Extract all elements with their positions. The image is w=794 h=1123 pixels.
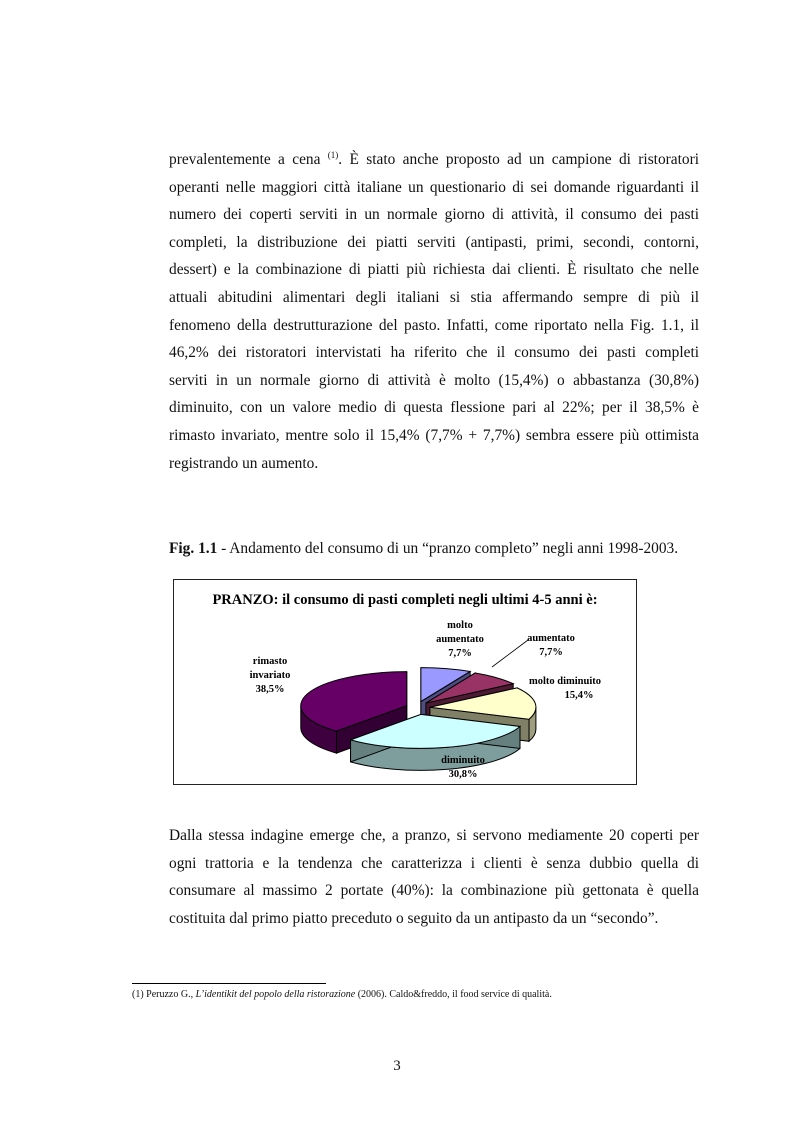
slice-value-label: 38,5% — [255, 684, 285, 695]
slice-value-label: 15,4% — [564, 690, 594, 701]
text-line: 46,2% dei ristoratori intervistati ha riferito che il consumo dei pasti completi — [169, 344, 699, 362]
slice-name-label: aumentato — [527, 633, 575, 644]
text-line: rimasto invariato, mentre solo il 15,4% (7,7% + 7,7%) sembra essere più ottimista — [169, 426, 699, 444]
text-line: consumare al massimo 2 portate (40%): la combinazione più gettonata è quella — [169, 882, 699, 899]
text-line: attuali abitudini alimentari degli italiani si stia affermando sempre di più il — [169, 288, 699, 306]
text-line: numero dei coperti serviti in un normale giorno di attività, il consumo dei pasti — [169, 206, 699, 224]
text-line: Dalla stessa indagine emerge che, a pranzo, si servono mediamente 20 coperti per — [169, 827, 699, 844]
chart-title: PRANZO: il consumo di pasti completi negli ultimi 4-5 anni è: — [212, 592, 598, 608]
pie-chart — [173, 579, 637, 785]
slice-name-label: aumentato — [436, 634, 484, 645]
footnote-ref: (1) — [327, 150, 339, 160]
text-line: ogni trattoria e la tendenza che caratterizza i clienti è senza dubbio quella di — [169, 854, 699, 872]
body-paragraph-1 — [169, 146, 699, 477]
slice-name-label: rimasto — [252, 656, 288, 667]
page-number: 3 — [393, 1058, 401, 1074]
figure-caption-text: - Andamento del consumo di un “pranzo completo” negli anni 1998-2003. — [217, 540, 679, 557]
text-line: fenomeno della destrutturazione del pasto. Infatti, come riportato nella Fig. 1.1, il — [169, 316, 699, 334]
slice-name-label: diminuito — [441, 755, 485, 766]
text-line: diminuito, con un valore medio di questa flessione pari al 22%; per il 38,5% è — [169, 399, 699, 417]
slice-name-label: molto diminuito — [528, 676, 602, 687]
text-line: costituita dal primo piatto preceduto o seguito da un antipasto da un “secondo”. — [169, 909, 659, 927]
footnote-separator — [132, 983, 326, 984]
figure-caption-label: Fig. 1.1 — [169, 540, 218, 557]
text-line: registrando un aumento. — [169, 454, 319, 472]
slice-value-label: 30,8% — [448, 769, 478, 780]
body-paragraph-2 — [169, 822, 699, 932]
slice-value-label: 7,7% — [448, 648, 472, 659]
text-line: serviti in un normale giorno di attività è molto (15,4%) o abbastanza (30,8%) — [169, 371, 699, 389]
slice-name-label: invariato — [249, 670, 291, 681]
text-line: completi, la distribuzione dei piatti serviti (antipasti, primi, secondi, contorni, — [169, 233, 699, 251]
text-line: operanti nelle maggiori città italiane un questionario di sei domande riguardanti il — [169, 178, 699, 196]
footnote: (1) Peruzzo G., L’identikit del popolo della ristorazione (2006). Caldo&freddo, il food service di qualità. — [132, 989, 552, 1000]
footnote-title: L’identikit del popolo della ristorazione — [195, 989, 356, 1000]
figure-caption — [169, 539, 709, 559]
slice-name-label: molto — [447, 620, 473, 631]
text-line: prevalentemente a cena $^{(1)}$. È stato anche proposto ad un campione di ristoratori — [169, 150, 699, 168]
slice-value-label: 7,7% — [539, 647, 563, 658]
text-line: dessert) e la combinazione di piatti più richiesta dai clienti. È risultato che nelle — [169, 261, 699, 279]
leader-line — [492, 640, 528, 667]
